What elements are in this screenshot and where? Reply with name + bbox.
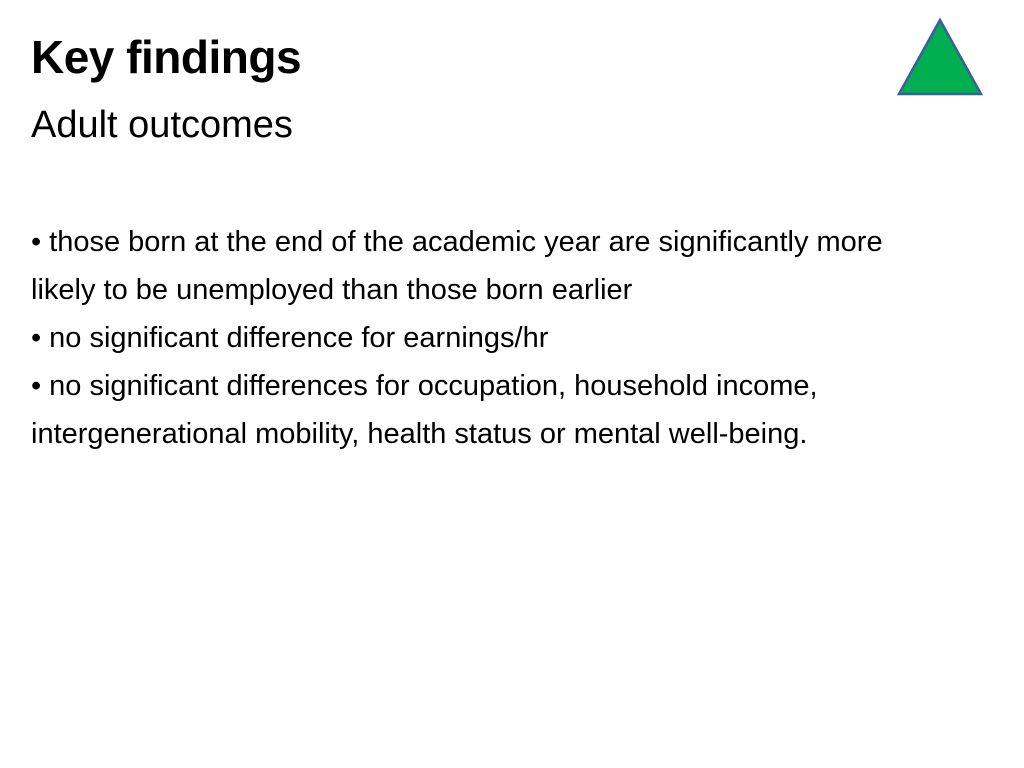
list-item: [31, 218, 931, 314]
bullet-dot: •: [31, 370, 42, 402]
triangle-shape: [899, 20, 981, 94]
list-item: [31, 314, 931, 362]
bullet-text: those born at the end of the academic year are significantly more likely to be unemployed than those born earlier: [31, 226, 883, 306]
findings-list: [31, 218, 931, 458]
slide-subtitle: Adult outcomes: [31, 104, 293, 146]
green-triangle-icon: [895, 16, 985, 98]
slide-title: Key findings: [31, 31, 302, 83]
bullet-text: no significant differences for occupation, household income, intergenerational mobility, health status or mental well-being.: [31, 370, 818, 450]
bullet-dot: •: [31, 226, 42, 258]
bullet-text: no significant difference for earnings/hr: [49, 322, 549, 354]
list-item: [31, 362, 931, 458]
bullet-dot: •: [31, 322, 42, 354]
